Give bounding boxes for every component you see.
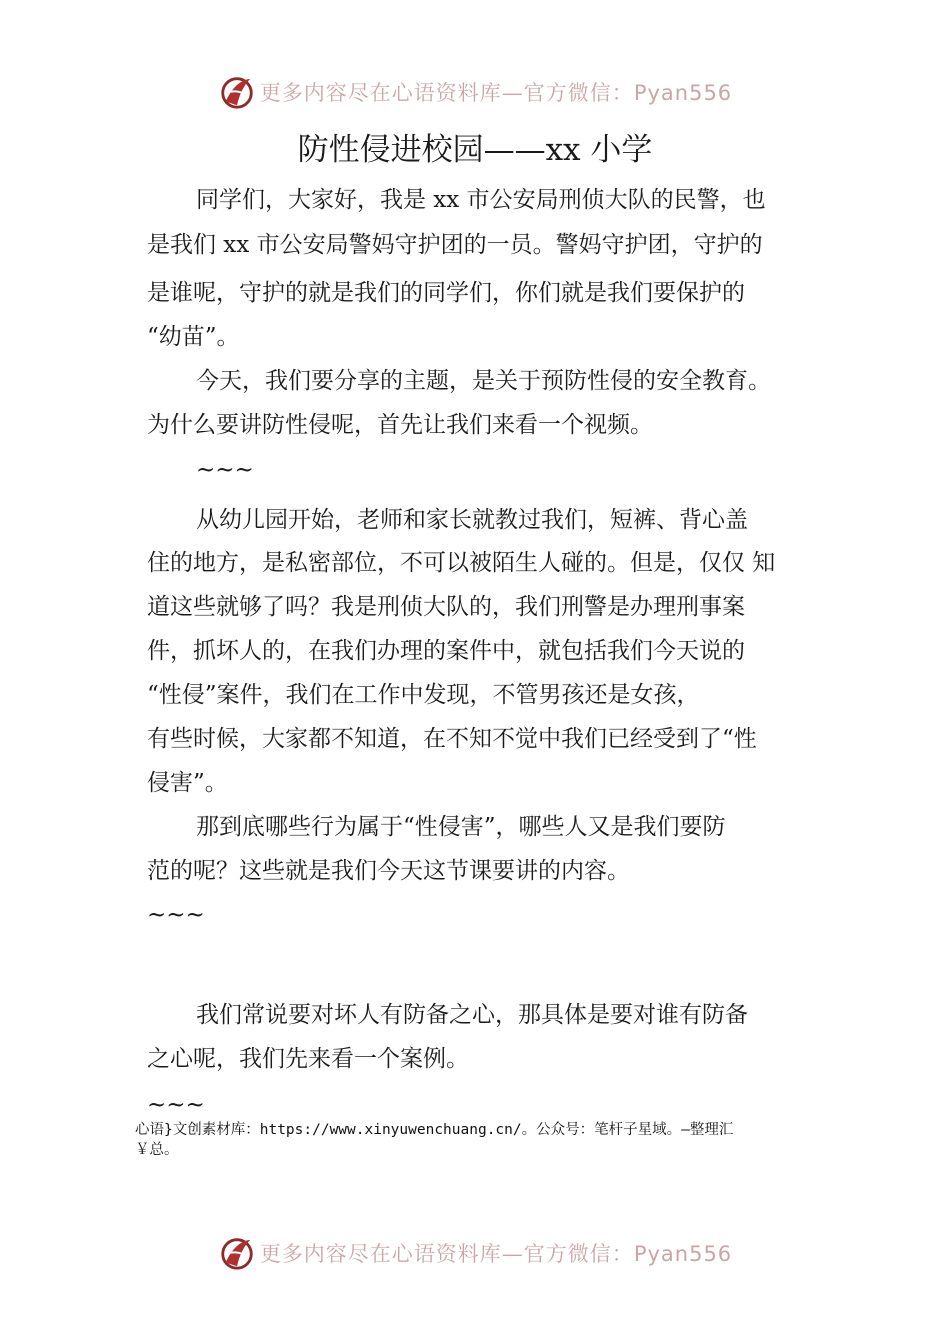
- paragraph-line: 件，抓坏人的，在我们办理的案件中，就包括我们今天说的: [147, 638, 745, 664]
- paragraph-line: 有些时候，大家都不知道，在不知不觉中我们已经受到了“性: [147, 726, 757, 752]
- paragraph-line: 我们常说要对坏人有防备之心，那具体是要对谁有防备: [196, 1002, 748, 1028]
- paragraph-line: 那到底哪些行为属于“性侵害”，哪些人又是我们要防: [196, 814, 726, 840]
- banner-text: 更多内容尽在心语资料库—官方微信：Pyan556: [259, 81, 733, 105]
- brand-logo-icon: [218, 1234, 256, 1272]
- watermark-banner-bottom: [0, 1231, 950, 1275]
- footer-line-1: 心语}文创素材库：https://www.xinyuwenchuang.cn/。公众号：笔杆子星域。—整理汇: [135, 1122, 734, 1138]
- footer-line-2: ￥总。: [135, 1142, 179, 1158]
- brand-logo-icon: [218, 73, 256, 111]
- paragraph-line: 范的呢？这些就是我们今天这节课要讲的内容。: [147, 858, 630, 884]
- paragraph-line: 是谁呢，守护的就是我们的同学们，你们就是我们要保护的: [147, 280, 745, 306]
- paragraph-line: 是我们 xx 市公安局警妈守护团的一员。警妈守护团，守护的: [147, 232, 763, 258]
- paragraph-line: 今天，我们要分享的主题，是关于预防性侵的安全教育。: [196, 368, 771, 394]
- separator-tilde: ~~~: [196, 457, 254, 483]
- paragraph-line: 道这些就够了吗？我是刑侦大队的，我们刑警是办理刑事案: [147, 594, 745, 620]
- document-title: 防性侵进校园——xx 小学: [297, 132, 653, 168]
- paragraph-line: “性侵”案件，我们在工作中发现，不管男孩还是女孩，: [147, 682, 700, 708]
- paragraph-line: 同学们，大家好，我是 xx 市公安局刑侦大队的民警，也: [196, 187, 766, 213]
- paragraph-line: 从幼儿园开始，老师和家长就教过我们，短裤、背心盖: [196, 507, 748, 533]
- separator-tilde: ~~~: [147, 902, 205, 928]
- watermark-banner-top: [0, 70, 950, 114]
- separator-tilde: ~~~: [147, 1092, 205, 1118]
- paragraph-line: 之心呢，我们先来看一个案例。: [147, 1046, 469, 1072]
- paragraph-line: 侵害”。: [147, 770, 228, 796]
- banner-text: 更多内容尽在心语资料库—官方微信：Pyan556: [259, 1242, 733, 1266]
- paragraph-line: 住的地方，是私密部位，不可以被陌生人碰的。但是，仅仅 知: [147, 550, 776, 576]
- paragraph-line: “幼苗”。: [147, 324, 240, 350]
- source-footer: [135, 1120, 825, 1160]
- paragraph-line: 为什么要讲防性侵呢，首先让我们来看一个视频。: [147, 412, 653, 438]
